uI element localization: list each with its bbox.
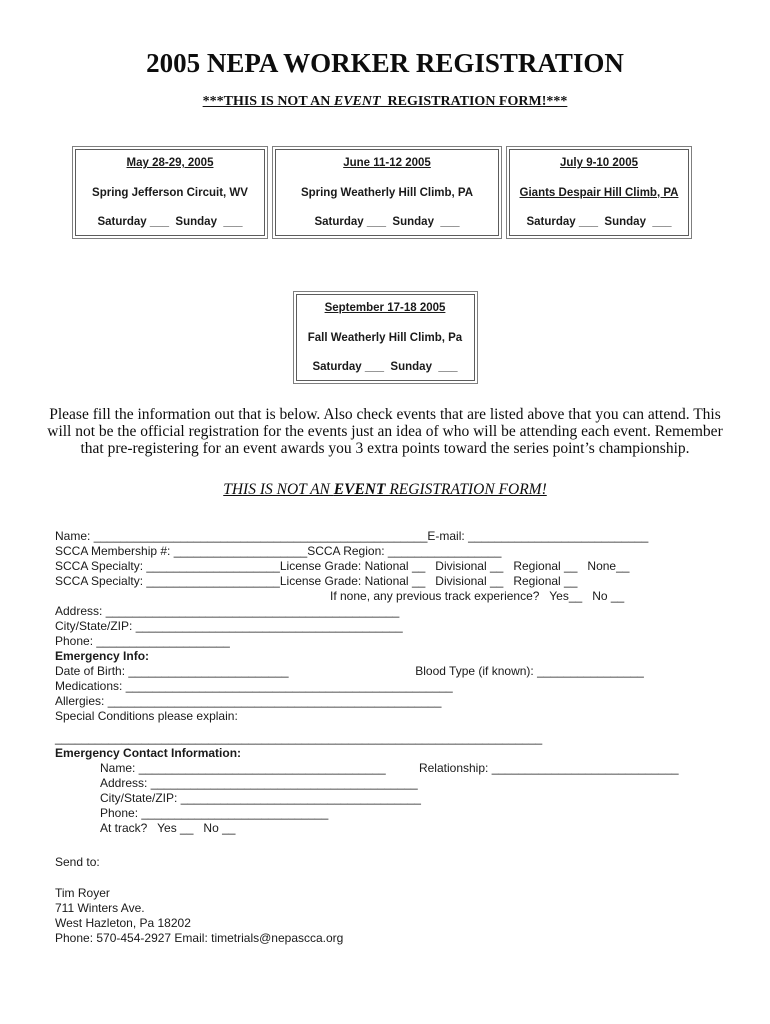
registration-form (55, 529, 770, 946)
send-to-street-label: 711 Winters Ave. (55, 901, 145, 915)
send-to-city-label: West Hazleton, Pa 18202 (55, 916, 191, 930)
phone-line-label: Phone: (55, 634, 97, 648)
event-days-label: Saturday (312, 361, 365, 373)
notice-pre: THIS IS NOT AN (223, 481, 334, 498)
scca-membership-line-label: SCCA Membership #: (55, 544, 174, 558)
event-date: June 11-12 2005 (343, 157, 431, 169)
special-conditions-line (55, 709, 770, 724)
experience-no-blank[interactable]: __ (610, 589, 625, 603)
track-experience-line-label: No (582, 589, 611, 603)
sunday-blank[interactable]: ___ (440, 216, 460, 228)
scca-membership-line (55, 544, 770, 559)
dob-bloodtype-line (55, 664, 770, 679)
event-venue: Fall Weatherly Hill Climb, Pa (307, 331, 463, 344)
saturday-blank[interactable]: ___ (366, 216, 387, 228)
event-days-label: Sunday (386, 216, 441, 228)
experience-yes-blank[interactable]: __ (568, 589, 583, 603)
subtitle-post: REGISTRATION FORM!*** (380, 94, 568, 109)
event-days-label: Saturday (314, 216, 367, 228)
dob-bloodtype-line-label: Date of Birth: (55, 664, 129, 678)
event-box-1-3 (506, 146, 692, 239)
regional-1-blank[interactable]: __ (564, 559, 578, 573)
subtitle-pre: ***THIS IS NOT AN (202, 94, 334, 109)
scca-specialty-line-2-label: Regional (503, 574, 565, 588)
emergency-contact-heading-label: Emergency Contact Information: (55, 746, 242, 760)
medications-blank[interactable]: _________________________________________________ (125, 679, 453, 693)
event-box-inner (275, 149, 499, 236)
event-box-2-1 (293, 291, 478, 384)
event-attendance-line (97, 216, 242, 228)
at-track-yes-blank[interactable]: __ (180, 821, 194, 835)
medications-line-label: Medications: (55, 679, 126, 693)
track-experience-line-label: If none, any previous track experience? Yes (330, 589, 569, 603)
phone-line (55, 634, 770, 649)
subtitle-text (203, 94, 568, 109)
scca-specialty-line-1 (55, 559, 770, 574)
subtitle-event-word: EVENT (333, 94, 381, 109)
scca-specialty-line-2-label: Divisional (425, 574, 490, 588)
event-box-1-1 (72, 146, 268, 239)
event-days-label: Sunday (598, 216, 653, 228)
relationship-blank[interactable]: ____________________________ (491, 761, 679, 775)
at-track-line-label: No (193, 821, 223, 835)
event-attendance-line (314, 216, 459, 228)
notice-post: REGISTRATION FORM! (385, 481, 547, 498)
saturday-blank[interactable]: ___ (578, 216, 599, 228)
event-box-inner (509, 149, 689, 236)
none-blank[interactable]: __ (616, 559, 630, 573)
emergency-contact-heading (55, 746, 770, 761)
scca-specialty-line-2-label: License Grade: National (279, 574, 412, 588)
scca-specialty-line-2-label: SCCA Specialty: (55, 574, 147, 588)
event-boxes-row-2 (0, 291, 770, 384)
allergies-blank[interactable]: __________________________________________________ (107, 694, 442, 708)
page-subtitle (0, 94, 770, 110)
scca-specialty-line-1-label: License Grade: National (279, 559, 412, 573)
phone-blank[interactable]: ____________________ (96, 634, 230, 648)
city-state-zip-blank[interactable]: ________________________________________ (135, 619, 403, 633)
scca-membership-line-label: SCCA Region: (307, 544, 388, 558)
event-attendance-line (312, 361, 457, 373)
send-to-name (55, 886, 770, 901)
contact-address-line-label: Address: (100, 776, 151, 790)
address-blank[interactable]: ____________________________________________ (105, 604, 400, 618)
contact-address-blank[interactable]: ________________________________________ (150, 776, 418, 790)
divisional-1-blank[interactable]: __ (489, 559, 504, 573)
regional-2-blank[interactable]: __ (564, 574, 578, 588)
notice-event-word: EVENT (333, 481, 386, 498)
event-days-label: Saturday (97, 216, 150, 228)
contact-address-line (100, 776, 770, 791)
dob-bloodtype-line-label: Blood Type (if known): (288, 664, 538, 678)
not-event-form-notice (0, 481, 770, 499)
scca-specialty-line-1-label: SCCA Specialty: (55, 559, 147, 573)
name-email-line-label: E-mail: (427, 529, 469, 543)
event-venue: Spring Weatherly Hill Climb, PA (300, 186, 474, 199)
saturday-blank[interactable]: ___ (149, 216, 170, 228)
sunday-blank[interactable]: ___ (438, 361, 458, 373)
event-days-label: Sunday (384, 361, 439, 373)
date-of-birth-blank[interactable]: ________________________ (128, 664, 289, 678)
saturday-blank[interactable]: ___ (364, 361, 385, 373)
allergies-line-label: Allergies: (55, 694, 108, 708)
page-title: 2005 NEPA WORKER REGISTRATION (146, 48, 624, 78)
city-state-zip-line-label: City/State/ZIP: (55, 619, 136, 633)
name-blank[interactable]: __________________________________________________ (93, 529, 428, 543)
sunday-blank[interactable]: ___ (223, 216, 243, 228)
address-line-label: Address: (55, 604, 106, 618)
name-email-line-label: Name: (55, 529, 94, 543)
email-blank[interactable]: ___________________________ (468, 529, 649, 543)
event-date: May 28-29, 2005 (126, 157, 214, 169)
event-date: July 9-10 2005 (559, 157, 638, 169)
send-to-line (55, 855, 770, 870)
contact-city-state-zip-blank[interactable]: ____________________________________ (180, 791, 421, 805)
special-conditions-blank-line (55, 731, 770, 746)
scca-specialty-line-1-label: Regional (503, 559, 565, 573)
notice-text (223, 481, 547, 498)
divisional-2-blank[interactable]: __ (489, 574, 504, 588)
contact-name-line-label: Name: (100, 761, 139, 775)
send-to-street (55, 901, 770, 916)
event-days-label: Saturday (526, 216, 579, 228)
send-to-phone-email-label: Phone: 570-454-2927 Email: timetrials@nepascca.org (55, 931, 344, 945)
event-venue: Giants Despair Hill Climb, PA (519, 186, 679, 199)
name-email-line (55, 529, 770, 544)
event-attendance-line (526, 216, 671, 228)
send-to-name-label: Tim Royer (55, 886, 110, 900)
event-venue: Spring Jefferson Circuit, WV (92, 186, 248, 199)
at-track-line-label: At track? Yes (100, 821, 181, 835)
national-2-blank[interactable]: __ (411, 574, 426, 588)
allergies-line (55, 694, 770, 709)
national-1-blank[interactable]: __ (411, 559, 426, 573)
intro-paragraph: Please fill the information out that is below. Also check events that are listed above that you can attend. This will not be the official registration for the events just an idea of who will be attending each event. Remember that pre-registering for an event awards you 3 extra points toward the series point’s championship. (47, 406, 723, 457)
event-box-inner (75, 149, 265, 236)
contact-name-line (100, 761, 770, 776)
membership-number-blank[interactable]: ____________________ (173, 544, 308, 558)
send-to-city (55, 916, 770, 931)
send-to-phone-email (55, 931, 770, 946)
event-date: September 17-18 2005 (324, 302, 446, 314)
scca-specialty-line-1-label: Divisional (425, 559, 490, 573)
contact-phone-blank[interactable]: ____________________________ (141, 806, 329, 820)
contact-name-blank[interactable]: _____________________________________ (138, 761, 386, 775)
contact-city-state-zip-line-label: City/State/ZIP: (100, 791, 181, 805)
event-boxes-row-1 (72, 146, 692, 239)
track-experience-line (330, 589, 770, 604)
send-to-line-label: Send to: (55, 855, 100, 869)
event-days-label: Sunday (169, 216, 224, 228)
special-conditions-line-label: Special Conditions please explain: (55, 709, 242, 723)
contact-phone-line-label: Phone: (100, 806, 142, 820)
contact-phone-line (100, 806, 770, 821)
special-conditions-blank[interactable]: _________________________________________________________________________ (55, 731, 543, 745)
specialty-2-blank[interactable]: ____________________ (146, 574, 280, 588)
medications-line (55, 679, 770, 694)
region-blank[interactable]: _________________ (387, 544, 502, 558)
event-box-1-2 (272, 146, 502, 239)
specialty-1-blank[interactable]: ____________________ (146, 559, 280, 573)
emergency-info-heading-label: Emergency Info: (55, 649, 150, 663)
address-line (55, 604, 770, 619)
sunday-blank[interactable]: ___ (652, 216, 672, 228)
at-track-no-blank[interactable]: __ (222, 821, 236, 835)
emergency-info-heading (55, 649, 770, 664)
at-track-line (100, 821, 770, 836)
contact-name-line-label: Relationship: (385, 761, 492, 775)
scca-specialty-line-2 (55, 574, 770, 589)
blood-type-blank[interactable]: ________________ (537, 664, 644, 678)
city-state-zip-line (55, 619, 770, 634)
scca-specialty-line-1-label: None (577, 559, 617, 573)
event-box-inner (296, 294, 475, 381)
contact-city-state-zip-line (100, 791, 770, 806)
